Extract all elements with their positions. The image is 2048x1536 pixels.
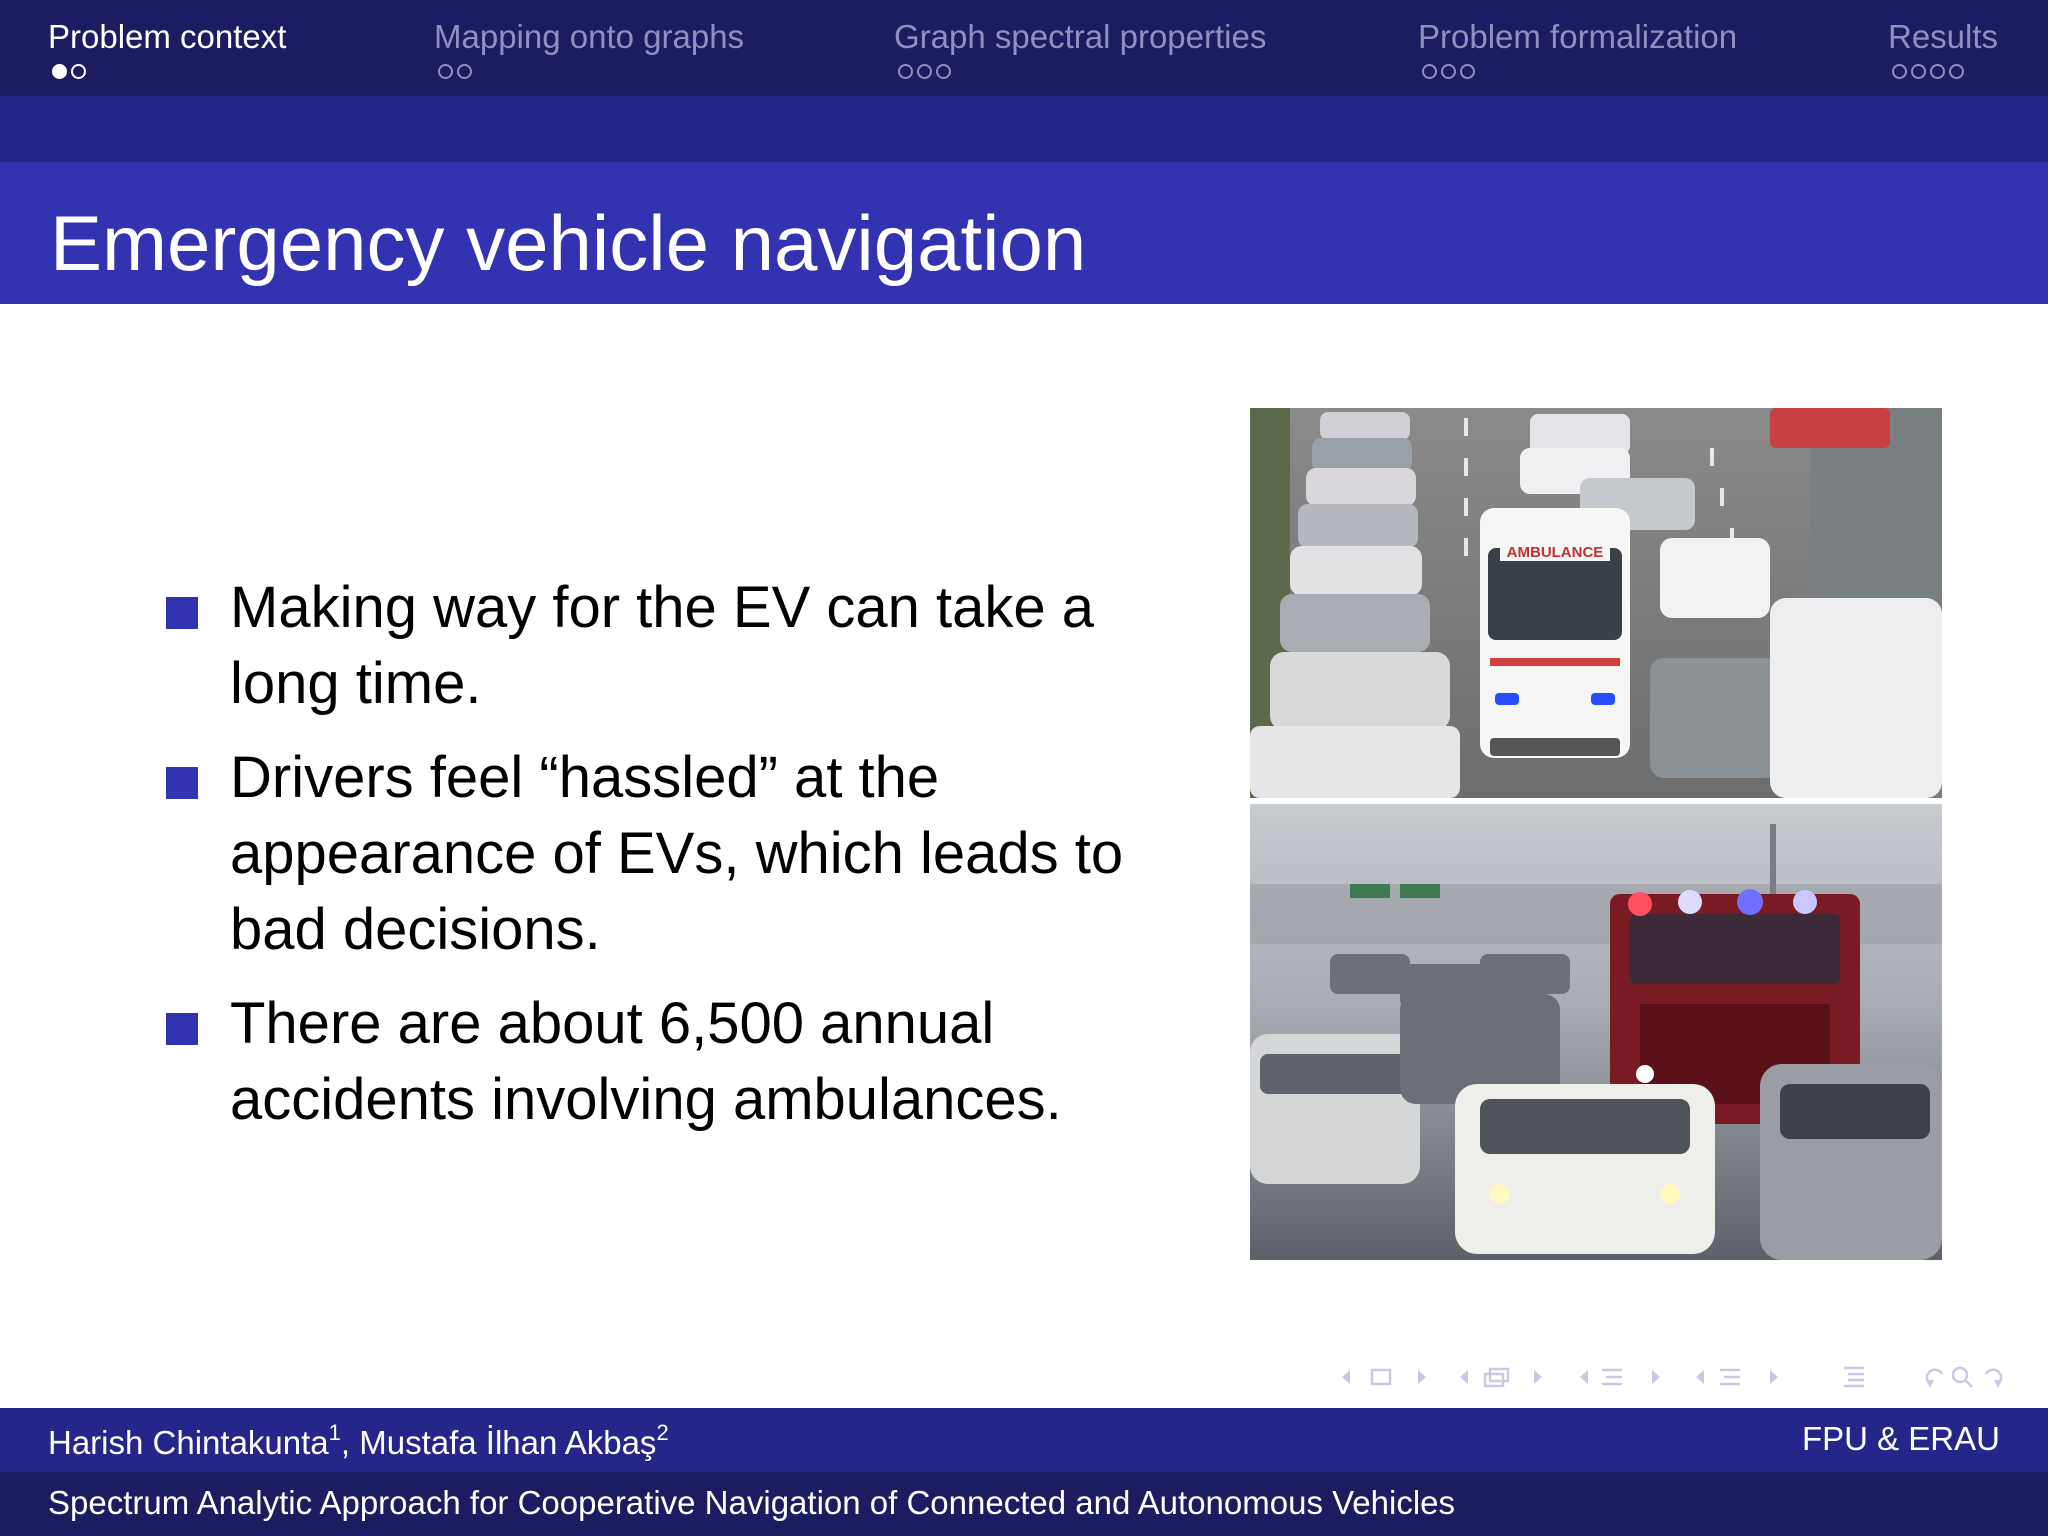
- back-icon[interactable]: [1926, 1370, 1942, 1388]
- search-icon[interactable]: [1953, 1368, 1972, 1387]
- nav-subsection-dots: [52, 64, 286, 79]
- nav-dot[interactable]: [1911, 64, 1926, 79]
- footer-institute: FPU & ERAU: [1801, 1420, 2000, 1457]
- next-subsection-icon[interactable]: [1534, 1370, 1542, 1384]
- nav-subsection-dots: [898, 64, 1266, 79]
- nav-section-mapping-onto-graphs[interactable]: [434, 18, 744, 79]
- forward-icon[interactable]: [1986, 1370, 2002, 1388]
- nav-dot[interactable]: [1460, 64, 1475, 79]
- doc-icon[interactable]: [1720, 1370, 1740, 1384]
- author-name: Harish Chintakunta: [48, 1424, 329, 1461]
- prev-subsection-icon[interactable]: [1460, 1370, 1468, 1384]
- nav-subsection-dots: [1422, 64, 1737, 79]
- author-affiliation-mark: 2: [656, 1420, 669, 1445]
- section-icon[interactable]: [1602, 1370, 1622, 1384]
- bullet-item: [166, 986, 1176, 1138]
- nav-dot[interactable]: [898, 64, 913, 79]
- prev-section-icon[interactable]: [1580, 1370, 1588, 1384]
- footer-author-bar: [0, 1408, 2048, 1472]
- bullet-list: [166, 570, 1176, 1156]
- nav-section-label[interactable]: Problem formalization: [1418, 18, 1738, 55]
- nav-symbols-strip: [1330, 1360, 2020, 1394]
- frame-title-bar: [0, 162, 2048, 304]
- nav-dot[interactable]: [71, 64, 86, 79]
- next-section-icon[interactable]: [1652, 1370, 1660, 1384]
- nav-dot[interactable]: [1892, 64, 1907, 79]
- section-navigation: [0, 0, 2048, 96]
- square-bullet-icon: [166, 767, 198, 799]
- nav-dot[interactable]: [1949, 64, 1964, 79]
- subsection-bar: [0, 96, 2048, 162]
- nav-subsection-dots: [1892, 64, 1998, 79]
- nav-dot[interactable]: [1930, 64, 1945, 79]
- bullet-text: Making way for the EV can take a long time.: [230, 575, 1094, 716]
- beamer-navigation-symbols: [1330, 1360, 2020, 1394]
- footer-authors: [48, 1420, 669, 1462]
- nav-section-label[interactable]: Mapping onto graphs: [434, 18, 745, 55]
- nav-section-label[interactable]: Graph spectral properties: [894, 18, 1267, 55]
- next-doc-icon[interactable]: [1770, 1370, 1778, 1384]
- author-separator: ,: [340, 1424, 360, 1461]
- nav-section-label[interactable]: Results: [1888, 18, 1999, 55]
- bullet-text: There are about 6,500 annual accidents involving ambulances.: [230, 991, 1062, 1132]
- nav-section-label[interactable]: Problem context: [48, 18, 287, 55]
- ambulance-sign: AMBULANCE: [1506, 544, 1604, 561]
- square-bullet-icon: [166, 1013, 198, 1045]
- footer-title-bar: [0, 1472, 2048, 1536]
- nav-dot[interactable]: [917, 64, 932, 79]
- fire-truck-traffic-photo: [1250, 804, 1942, 1260]
- ambulance-traffic-illustration: [1250, 408, 1942, 798]
- nav-section-problem-context[interactable]: [48, 18, 286, 79]
- author-affiliation-mark: 1: [328, 1420, 341, 1445]
- footer-talk-title: Spectrum Analytic Approach for Cooperative Navigation of Connected and Autonomous Vehicles: [48, 1484, 1456, 1521]
- prev-doc-icon[interactable]: [1696, 1370, 1704, 1384]
- toc-icon[interactable]: [1844, 1368, 1864, 1386]
- nav-dot[interactable]: [1422, 64, 1437, 79]
- bullet-item: [166, 570, 1176, 722]
- fire-truck-traffic-illustration: [1250, 804, 1942, 1260]
- nav-section-results[interactable]: [1888, 18, 1998, 79]
- subsection-icon[interactable]: [1485, 1369, 1508, 1386]
- prev-frame-icon[interactable]: [1342, 1370, 1350, 1384]
- nav-dot[interactable]: [457, 64, 472, 79]
- nav-section-graph-spectral-properties[interactable]: [894, 18, 1266, 79]
- nav-section-problem-formalization[interactable]: [1418, 18, 1737, 79]
- nav-subsection-dots: [438, 64, 744, 79]
- bullet-item: [166, 740, 1176, 968]
- frame-title: Emergency vehicle navigation: [50, 199, 1087, 287]
- next-frame-icon[interactable]: [1418, 1370, 1426, 1384]
- frame-icon[interactable]: [1372, 1370, 1390, 1384]
- nav-dot[interactable]: [438, 64, 453, 79]
- square-bullet-icon: [166, 597, 198, 629]
- nav-dot[interactable]: [1441, 64, 1456, 79]
- author-name: Mustafa İlhan Akbaş: [359, 1424, 657, 1461]
- nav-dot-current[interactable]: [52, 64, 67, 79]
- ambulance-traffic-photo: [1250, 408, 1942, 798]
- bullet-text: Drivers feel “hassled” at the appearance of EVs, which leads to bad decisions.: [230, 745, 1124, 962]
- nav-dot[interactable]: [936, 64, 951, 79]
